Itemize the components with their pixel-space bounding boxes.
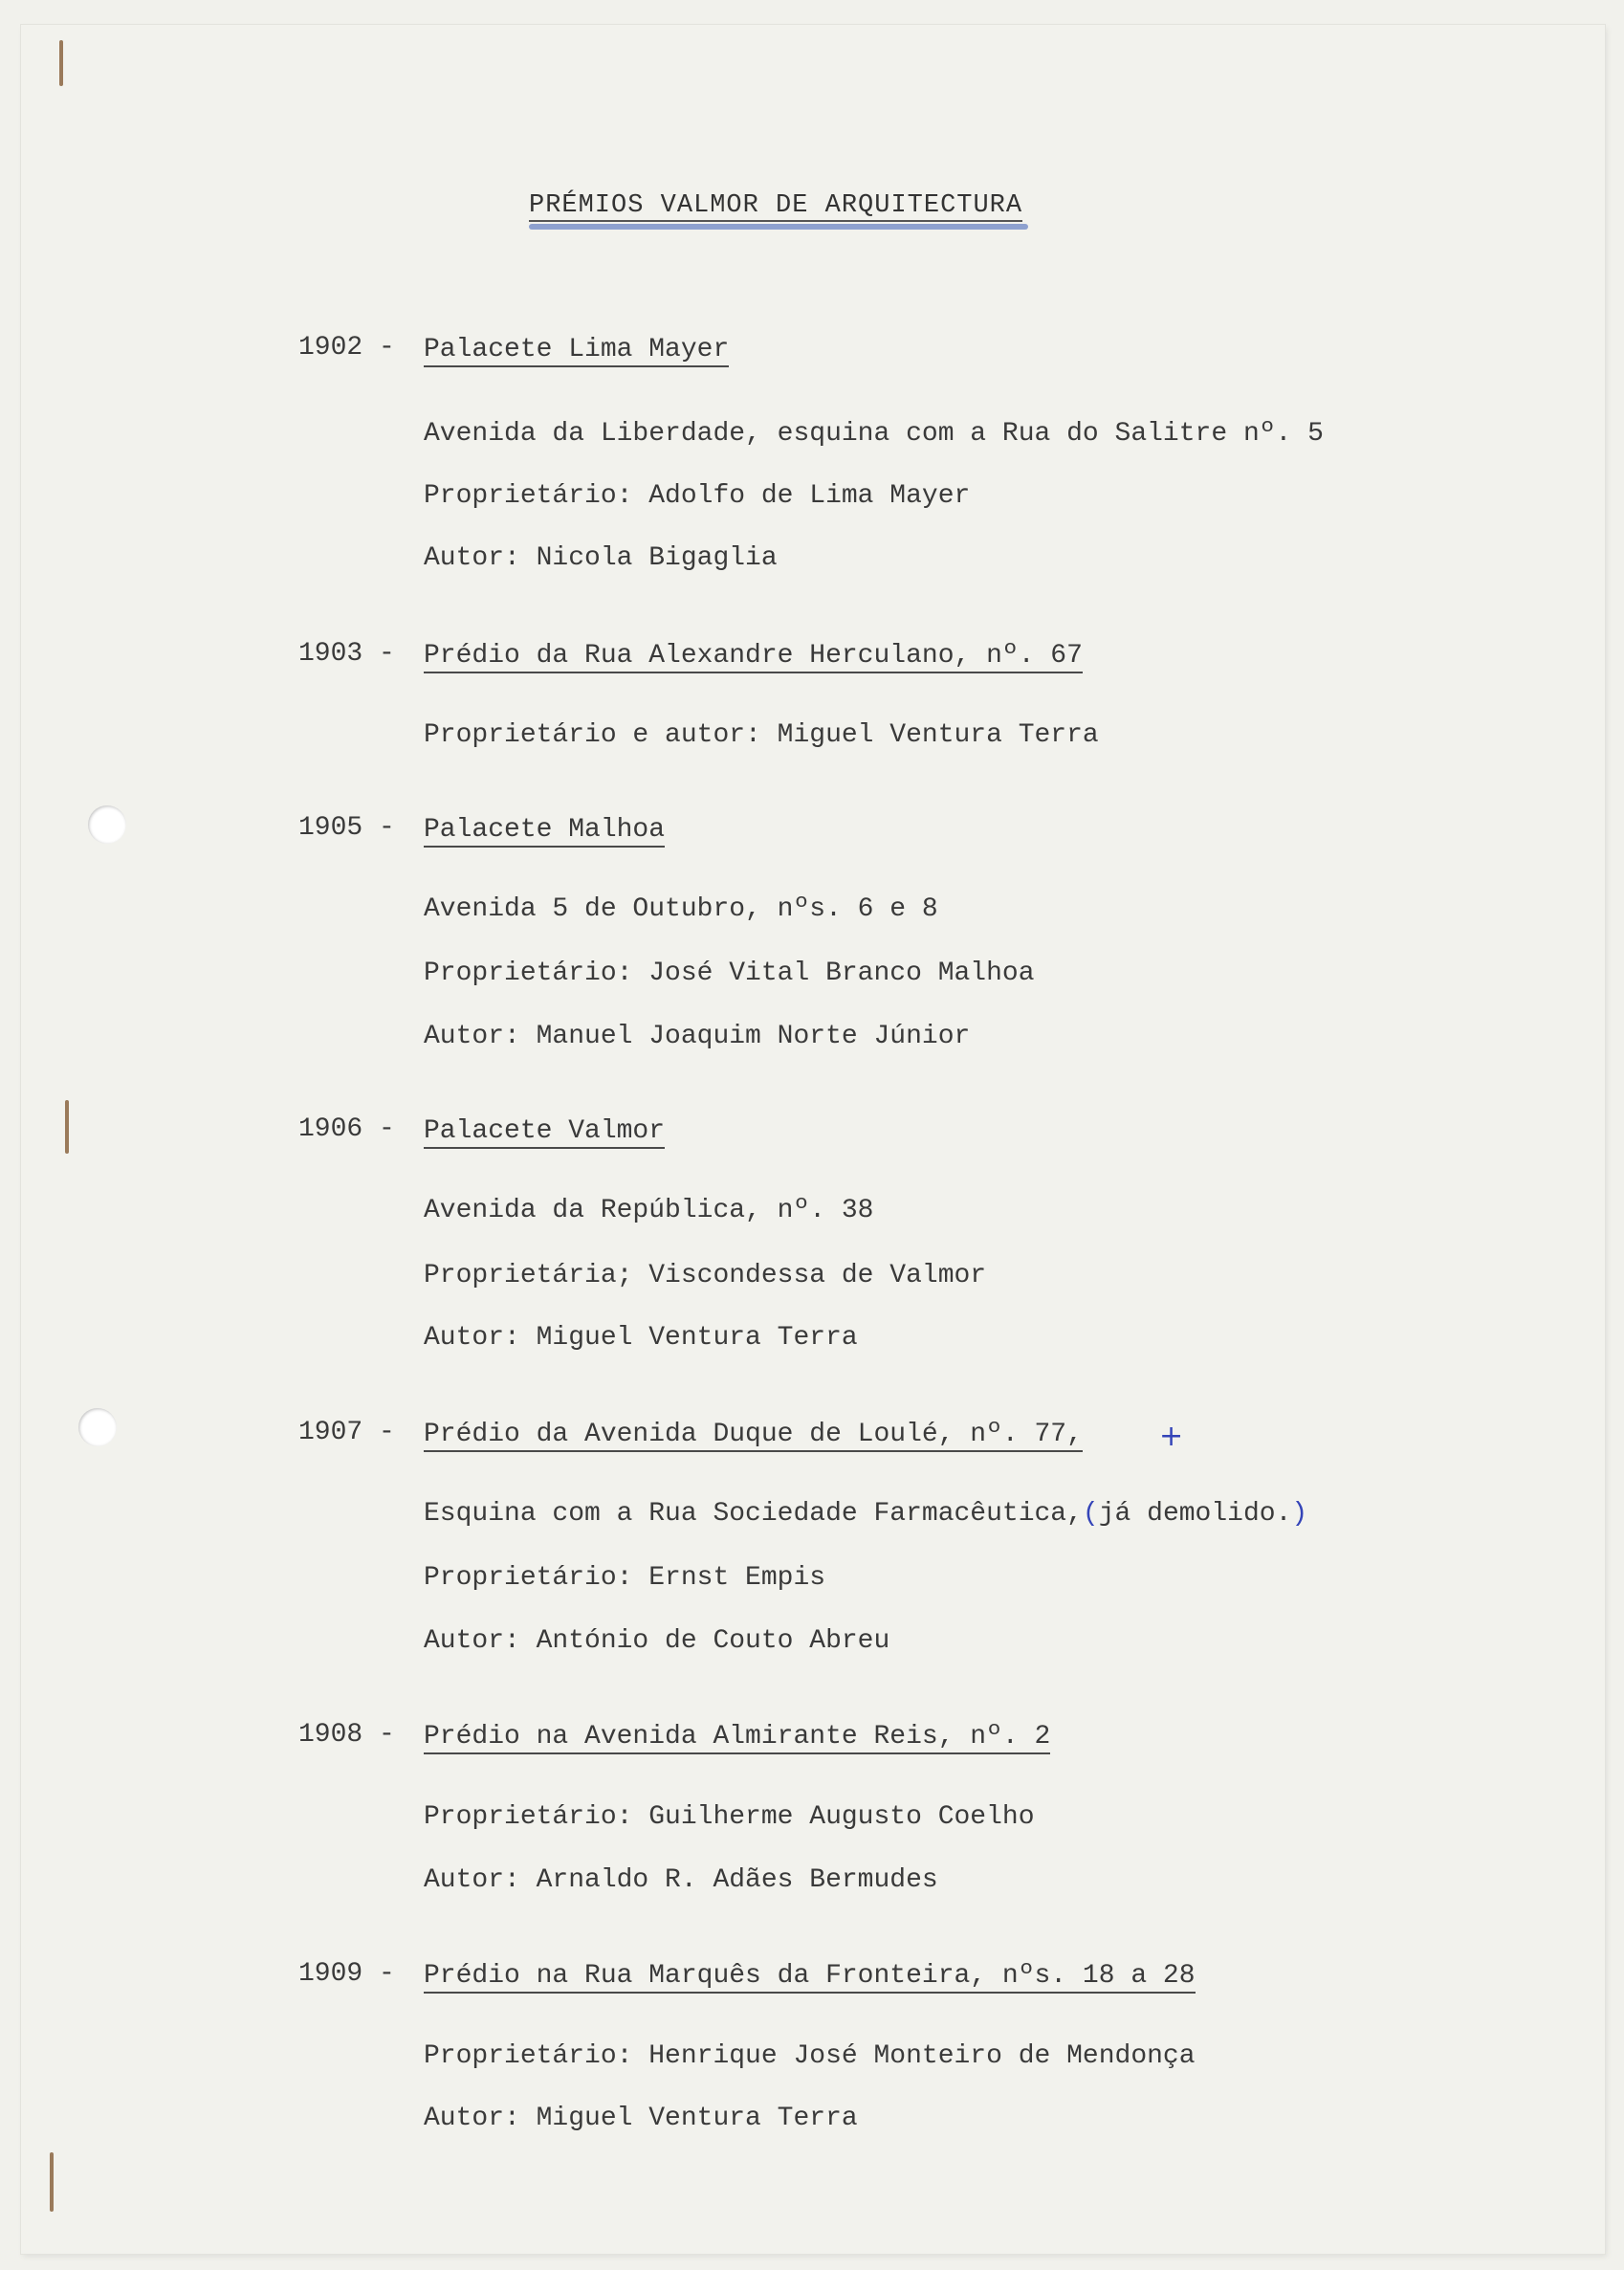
handwritten-open-paren: ( — [1082, 1499, 1099, 1529]
staple-top — [59, 40, 63, 86]
entry-1905-author: Autor: Manuel Joaquim Norte Júnior — [424, 1022, 971, 1051]
handwritten-plus-mark: + — [1159, 1420, 1184, 1453]
entry-1905-owner: Proprietário: José Vital Branco Malhoa — [424, 959, 1035, 988]
entry-1907-author: Autor: António de Couto Abreu — [424, 1626, 890, 1656]
paper-sheet — [21, 25, 1605, 2254]
entry-1906-owner: Proprietária; Viscondessa de Valmor — [424, 1261, 987, 1290]
entry-1906-address: Avenida da República, nº. 38 — [424, 1196, 874, 1225]
entry-1907-address — [424, 1499, 1307, 1530]
entry-1905-address: Avenida 5 de Outubro, nºs. 6 e 8 — [424, 894, 938, 924]
entry-1909-author: Autor: Miguel Ventura Terra — [424, 2104, 858, 2133]
entry-1908-author: Autor: Arnaldo R. Adães Bermudes — [424, 1865, 938, 1895]
title-highlight-mark — [529, 224, 1028, 230]
entry-1908-owner: Proprietário: Guilherme Augusto Coelho — [424, 1802, 1035, 1832]
punch-hole-lower — [78, 1408, 117, 1446]
entry-1907-address-text: Esquina com a Rua Sociedade Farmacêutica, — [424, 1499, 1083, 1529]
entry-1908-heading: Prédio na Avenida Almirante Reis, nº. 2 — [424, 1722, 1050, 1754]
handwritten-close-paren: ) — [1291, 1499, 1308, 1529]
entry-1906-year: 1906 - — [298, 1114, 395, 1144]
entry-1907-demolished-note: já demolido. — [1098, 1499, 1292, 1529]
staple-bottom — [50, 2152, 54, 2212]
entry-1906-author: Autor: Miguel Ventura Terra — [424, 1323, 858, 1353]
entry-1902-year: 1902 - — [298, 333, 395, 363]
entry-1908-year: 1908 - — [298, 1720, 395, 1750]
entry-1903-year: 1903 - — [298, 639, 395, 669]
entry-1902-heading: Palacete Lima Mayer — [424, 335, 729, 367]
entry-1909-owner: Proprietário: Henrique José Monteiro de Mendonça — [424, 2041, 1196, 2071]
entry-1902-address: Avenida da Liberdade, esquina com a Rua do Salitre nº. 5 — [424, 419, 1324, 449]
entry-1902-author: Autor: Nicola Bigaglia — [424, 543, 778, 573]
entry-1902-owner: Proprietário: Adolfo de Lima Mayer — [424, 481, 971, 511]
entry-1905-heading: Palacete Malhoa — [424, 815, 665, 848]
entry-1906-heading: Palacete Valmor — [424, 1116, 665, 1149]
entry-1905-year: 1905 - — [298, 813, 395, 843]
entry-1903-owner-author: Proprietário e autor: Miguel Ventura Terra — [424, 720, 1099, 750]
entry-1907-heading: Prédio da Avenida Duque de Loulé, nº. 77, — [424, 1420, 1083, 1452]
entry-1909-year: 1909 - — [298, 1959, 395, 1989]
entry-1903-heading: Prédio da Rua Alexandre Herculano, nº. 67 — [424, 641, 1083, 673]
punch-hole-upper — [88, 805, 126, 844]
entry-1907-owner: Proprietário: Ernst Empis — [424, 1563, 826, 1593]
entry-1907-year: 1907 - — [298, 1418, 395, 1447]
entry-1909-heading: Prédio na Rua Marquês da Fronteira, nºs. 18 a 28 — [424, 1961, 1196, 1994]
page-title: PRÉMIOS VALMOR DE ARQUITECTURA — [529, 191, 1023, 220]
staple-mid — [65, 1100, 69, 1154]
